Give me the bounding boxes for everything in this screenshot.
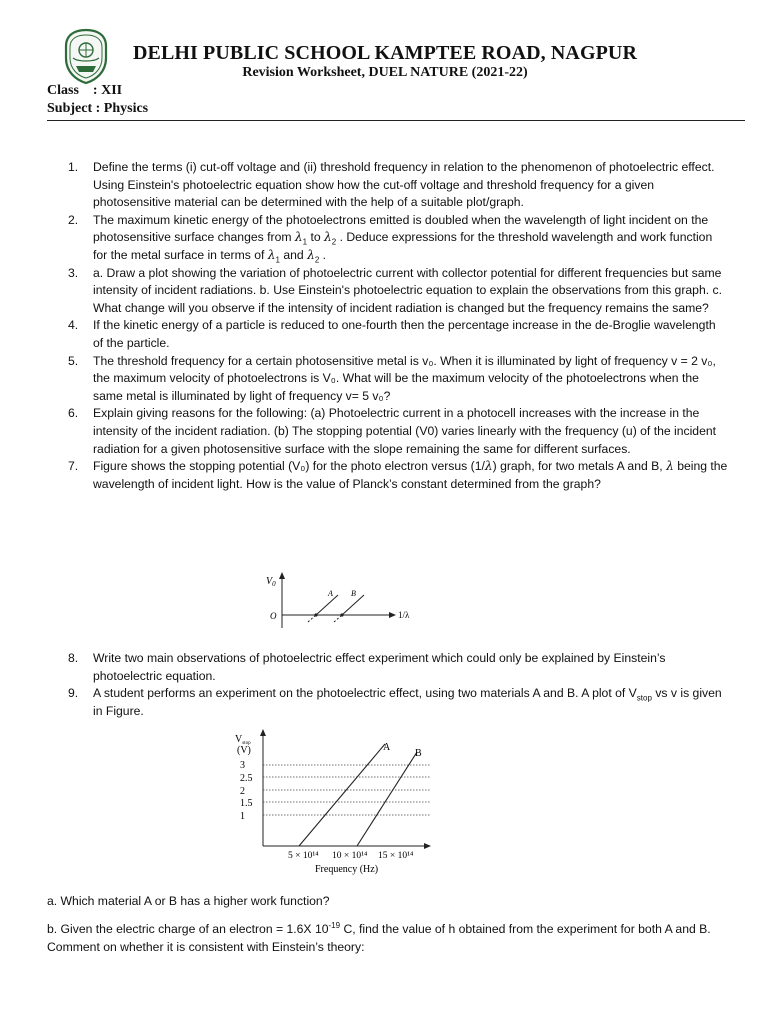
y-axis-label: $V_0$	[266, 576, 276, 588]
y-tick-label: 2	[240, 786, 245, 797]
question-text: Write two main observations of photoelectric effect experiment which could only be explained by Einstein’s photoelectric equation.	[93, 651, 666, 683]
question-text: ) graph, for two metals A and B,	[492, 459, 663, 474]
school-crest-logo	[62, 28, 110, 84]
question-item	[68, 353, 728, 406]
subject-value: Physics	[103, 101, 149, 116]
subject-label: Subject	[47, 101, 93, 116]
question-text: Define the terms (i) cut-off voltage and (ii) threshold frequency in relation to the phenomenon of photoelectric effect. Using Einstein's photoelectric equation show how the cut-off voltage and threshold frequency for a given photosensitive material can be determined with the help of a suitable plot/graph.	[93, 160, 715, 210]
question-text: being the wavelength of incident light. How is the value of Planck’s constant determined from the graph?	[93, 459, 728, 491]
question-number: 8.	[68, 651, 79, 665]
x-tick-label: 10 × 10¹⁴	[332, 851, 368, 861]
question-text: vs v is given in Figure.	[93, 686, 722, 718]
question-number: 9.	[68, 686, 79, 701]
x-ticks	[288, 851, 414, 861]
question-number: 4.	[68, 318, 79, 333]
question-number: 1.	[68, 160, 79, 174]
question-item	[68, 265, 728, 318]
x-axis-label: Frequency (Hz)	[315, 864, 379, 875]
class-line: Class : XII	[47, 83, 123, 98]
class-value: XII	[101, 83, 123, 98]
y-tick-label: 2.5	[240, 773, 253, 784]
y-tick-label: 1.5	[240, 798, 253, 809]
sub-question-b	[47, 920, 727, 956]
origin-label: O	[270, 611, 277, 621]
lambda-symbol: λ	[324, 230, 332, 245]
line-a	[316, 595, 338, 615]
y-axis-unit: (V)	[237, 745, 251, 756]
lambda-symbol: λ	[666, 459, 674, 474]
lambda-symbol: λ	[294, 230, 303, 245]
question-text: .	[322, 247, 327, 262]
question-item	[68, 317, 728, 352]
question-number: 2.	[68, 212, 79, 227]
x-axis-label: 1/λ	[398, 610, 410, 620]
question-number: 3.	[68, 265, 79, 280]
line-b-label: B	[415, 748, 422, 759]
question-number: 7.	[68, 459, 79, 474]
line-a	[299, 744, 385, 846]
sub-question-b-text: b. Given the electric charge of an electron = 1.6X 10	[47, 922, 329, 936]
superscript: -19	[328, 920, 341, 930]
y-tick-label: 1	[240, 811, 245, 822]
subscript: stop	[636, 693, 652, 703]
x-axis-arrow	[389, 612, 396, 618]
y-axis-arrow	[279, 572, 285, 579]
y-ticks	[240, 760, 253, 822]
question-item	[68, 405, 728, 458]
question-item	[68, 685, 728, 720]
question-item	[68, 212, 728, 265]
question-item	[68, 159, 728, 212]
y-tick-label: 3	[240, 760, 245, 771]
y-axis-arrow	[260, 729, 266, 736]
line-b	[342, 595, 364, 615]
question-text: a. Draw a plot showing the variation of photoelectric current with collector potential for different frequencies but same intensity of incident radiations. b. Use Einstein's photoelectric equation to explain the observations from this graph. c. What change will you observe if the intensity of incident radiation is changed but the frequency remains the same?	[93, 265, 722, 315]
question-number: 5.	[68, 353, 79, 368]
sub-question-a: a. Which material A or B has a higher work function?	[47, 894, 330, 908]
question-text: to	[310, 230, 321, 245]
question-text: . Deduce expressions for the threshold wavelength and work function for the metal surface in terms of	[93, 230, 713, 262]
subscript: 2	[331, 237, 337, 247]
intercept-b	[340, 613, 343, 616]
subscript: 1	[275, 255, 280, 265]
x-tick-label: 15 × 10¹⁴	[378, 851, 414, 861]
subscript: 2	[314, 255, 320, 265]
question-text: If the kinetic energy of a particle is reduced to one-fourth then the percentage increase in the de-Broglie wavelength of the particle.	[93, 318, 716, 350]
subject-line: Subject : Physics	[47, 101, 149, 116]
class-label: Class	[47, 83, 79, 98]
subscript: 1	[302, 237, 308, 247]
question-number: 6.	[68, 406, 79, 421]
stopping-potential-figure	[258, 570, 418, 630]
intercept-a	[314, 613, 317, 616]
school-name: DELHI PUBLIC SCHOOL KAMPTEE ROAD, NAGPUR	[132, 42, 638, 64]
header-divider	[47, 120, 745, 121]
question-item	[68, 458, 728, 493]
x-tick-label: 5 × 10¹⁴	[288, 851, 319, 861]
line-a-label: A	[383, 742, 391, 753]
sub-question-b-text: C, find the value of h obtained from the experiment for both A and B. Comment on whether it is consistent with Einstein’s theory:	[47, 922, 711, 954]
worksheet-title: Revision Worksheet, DUEL NATURE (2021-22)	[242, 65, 528, 80]
lambda-symbol: λ	[267, 247, 276, 262]
question-text: The threshold frequency for a certain photosensitive metal is v₀. When it is illuminated by light of frequency v = 2 v₀, the maximum velocity of photoelectrons is V₀. What will be the maximum velocity of the photoelectrons when the same metal is illuminated by light of frequency v= 5 v₀?	[93, 353, 716, 403]
question-text: and	[283, 247, 304, 262]
question-list	[68, 159, 728, 493]
line-b-label: B	[351, 589, 356, 598]
x-axis-arrow	[424, 843, 431, 849]
question-list	[68, 650, 728, 720]
question-text: Explain giving reasons for the following: (a) Photoelectric current in a photocell increases with the increase in the intensity of the incident radiation. (b) The stopping potential (V0) varies linearly with the frequency (u) of the incident radiation for a given photosensitive surface with the slope remaining the same for different surfaces.	[93, 406, 717, 456]
lambda-symbol: λ	[484, 459, 493, 474]
line-a-label: A	[328, 589, 333, 598]
vstop-frequency-figure	[225, 726, 440, 876]
question-text: The maximum kinetic energy of the photoelectrons emitted is doubled when the wavelength of light incident on the photosensitive surface changes from	[93, 212, 709, 245]
question-item	[68, 650, 728, 685]
lambda-symbol: λ	[307, 247, 315, 262]
y-axis-label: $V_{stop}$	[235, 734, 251, 746]
question-text: Figure shows the stopping potential (V₀) for the photo electron versus (1/	[93, 459, 485, 474]
question-text: A student performs an experiment on the photoelectric effect, using two materials A and B. A plot of V	[93, 686, 637, 701]
